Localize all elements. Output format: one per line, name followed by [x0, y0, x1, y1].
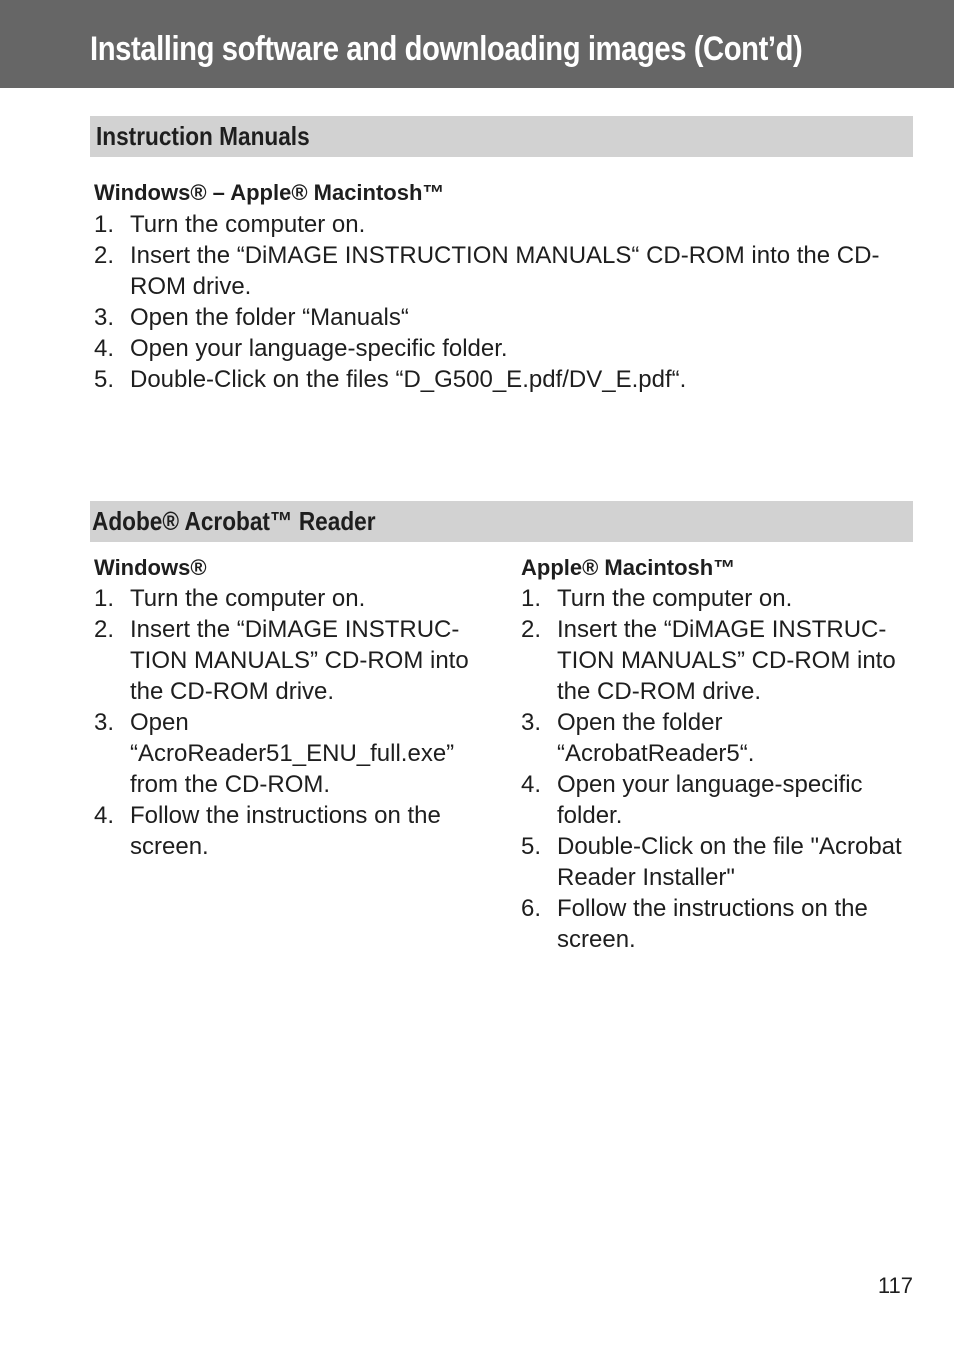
step-number: 1. — [521, 585, 542, 612]
step-number: 5. — [94, 366, 115, 393]
page-number: 117 — [877, 1273, 913, 1298]
step-text: Turn the computer on. — [130, 585, 366, 612]
section-header-acrobat-reader — [90, 501, 913, 542]
list-item — [521, 583, 921, 614]
subheading-windows-mac: Windows® – Apple® Macintosh™ — [94, 180, 445, 205]
step-number: 4. — [94, 335, 115, 362]
list-item — [94, 209, 904, 240]
step-text: Open the folder “Manuals“ — [130, 304, 409, 331]
list-item — [94, 707, 494, 800]
step-text: Follow the instructions on the screen. — [557, 895, 868, 953]
section-header-instruction-manuals — [90, 116, 913, 157]
list-item — [521, 831, 921, 893]
step-text: Insert the “DiMAGE INSTRUC-TION MANUALS” CD-ROM into the CD-ROM drive. — [557, 616, 896, 705]
list-item — [521, 614, 921, 707]
step-number: 1. — [94, 585, 115, 612]
page-title: Installing software and downloading images (Cont’d) — [90, 30, 803, 68]
step-number: 3. — [94, 304, 115, 331]
acrobat-windows-steps — [94, 583, 494, 862]
list-item — [94, 614, 494, 707]
step-text: Insert the “DiMAGE INSTRUCTION MANUALS“ CD-ROM into the CD-ROM drive. — [130, 242, 880, 300]
list-item — [94, 333, 904, 364]
list-item — [521, 769, 921, 831]
subheading-mac: Apple® Macintosh™ — [521, 555, 736, 580]
step-text: Open “AcroReader51_ENU_full.exe” from the CD-ROM. — [130, 709, 455, 798]
subheading-windows: Windows® — [94, 555, 207, 580]
list-item — [521, 893, 921, 955]
list-item — [94, 240, 904, 302]
step-number: 2. — [521, 616, 542, 643]
step-text: Turn the computer on. — [130, 211, 366, 238]
step-number: 1. — [94, 211, 115, 238]
section-title-acrobat-reader: Adobe® Acrobat™ Reader — [92, 506, 376, 536]
section-title-instruction-manuals: Instruction Manuals — [96, 121, 310, 151]
step-text: Double-Click on the file "Acrobat Reader Installer" — [557, 833, 902, 891]
step-number: 2. — [94, 242, 115, 269]
step-text: Open the folder “AcrobatReader5“. — [557, 709, 755, 767]
step-number: 3. — [94, 709, 115, 736]
list-item — [94, 302, 904, 333]
step-number: 4. — [521, 771, 542, 798]
list-item — [521, 707, 921, 769]
step-text: Open your language-specific folder. — [130, 335, 508, 362]
step-number: 3. — [521, 709, 542, 736]
step-number: 6. — [521, 895, 542, 922]
list-item — [94, 364, 904, 395]
instruction-manuals-steps — [94, 209, 904, 395]
list-item — [94, 800, 494, 862]
step-number: 5. — [521, 833, 542, 860]
step-text: Turn the computer on. — [557, 585, 793, 612]
list-item — [94, 583, 494, 614]
step-text: Follow the instructions on the screen. — [130, 802, 441, 860]
step-number: 4. — [94, 802, 115, 829]
step-number: 2. — [94, 616, 115, 643]
step-text: Insert the “DiMAGE INSTRUC-TION MANUALS” CD-ROM into the CD-ROM drive. — [130, 616, 469, 705]
acrobat-mac-steps — [521, 583, 921, 955]
step-text: Open your language-specific folder. — [557, 771, 863, 829]
page-header — [0, 0, 954, 88]
step-text: Double-Click on the files “D_G500_E.pdf/DV_E.pdf“. — [130, 366, 687, 393]
